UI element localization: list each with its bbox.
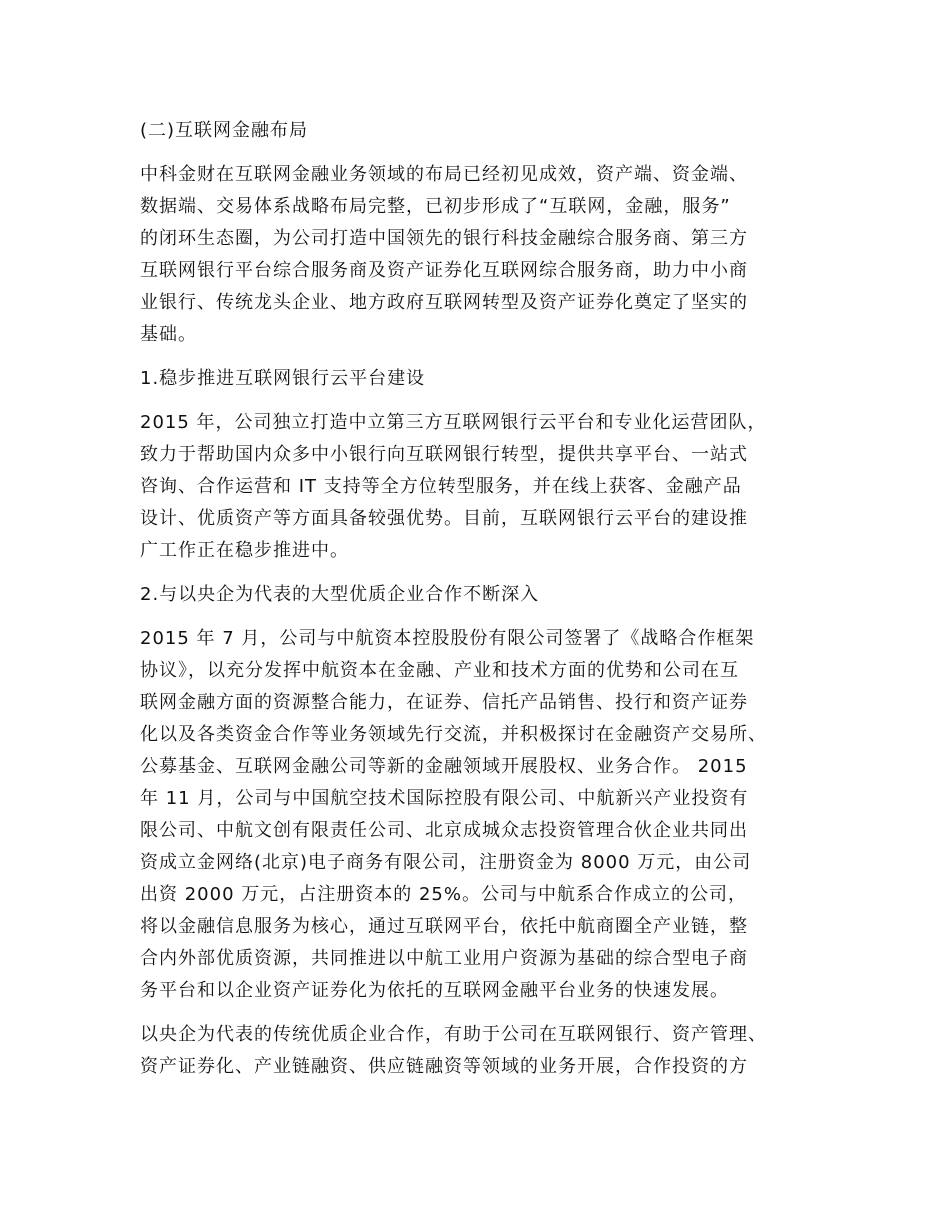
paragraph-cooperation-benefits: 以央企为代表的传统优质企业合作，有助于公司在互联网银行、资产管理、 资产证券化、产业链融资、供应链融资等领域的业务开展，合作投资的方 <box>140 1024 767 1077</box>
paragraph-soe-cooperation: 2015 年 7 月，公司与中航资本控股股份有限公司签署了《战略合作框架 协议》，以充分发挥中航资本在金融、产业和技术方面的优势和公司在互 联网金融方面的资源整合能力，在证券、信托产品销售、投行和资产证券 化以及各类资金合作等业务领域先行交流，并积极探讨在金融资产交易所、 公募基金、互联网金融公司等新的金融领域开展股权、业务合作。 2015 年 11 月，公司与中国航空技术国际控股有限公司、中航新兴产业投资有 限公司、中航文创有限责任公司、北京成城众志投资管理合伙企业共同出 资成立金网络(北京)电子商务有限公司，注册资金为 8000 万元，由公司 出资 2000 万元，占注册资本的 25%。公司与中航系合作成立的公司， 将以金融信息服务为核心，通过互联网平台，依托中航商圈全产业链，整 合内外部优质资源，共同推进以中航工业用户资源为基础的综合型电子商 务平台和以企业资产证券化为依托的互联网金融平台业务的快速发展。 <box>140 628 767 1001</box>
subheading-cloud-platform: 1.稳步推进互联网银行云平台建设 <box>140 368 426 389</box>
paragraph-cloud-platform: 2015 年，公司独立打造中立第三方互联网银行云平台和专业化运营团队， 致力于帮助国内众多中小银行向互联网银行转型，提供共享平台、一站式 咨询、合作运营和 IT 支持等全方位转型服务，并在线上获客、金融产品 设计、优质资产等方面具备较强优势。目前，互联网银行云平台的建设推 广工作正在稳步推进中。 <box>140 412 767 561</box>
document-page <box>140 115 830 1095</box>
subheading-soe-cooperation: 2.与以央企为代表的大型优质企业合作不断深入 <box>140 584 540 605</box>
section-title: (二)互联网金融布局 <box>140 120 309 141</box>
intro-paragraph: 中科金财在互联网金融业务领域的布局已经初见成效，资产端、资金端、 数据端、交易体系战略布局完整，已初步形成了“互联网，金融，服务” 的闭环生态圈，为公司打造中国领先的银行科技金融综合服务商、第三方 互联网银行平台综合服务商及资产证券化互联网综合服务商，助力中小商 业银行、传统龙头企业、地方政府互联网转型及资产证券化奠定了坚实的 基础。 <box>140 164 748 345</box>
